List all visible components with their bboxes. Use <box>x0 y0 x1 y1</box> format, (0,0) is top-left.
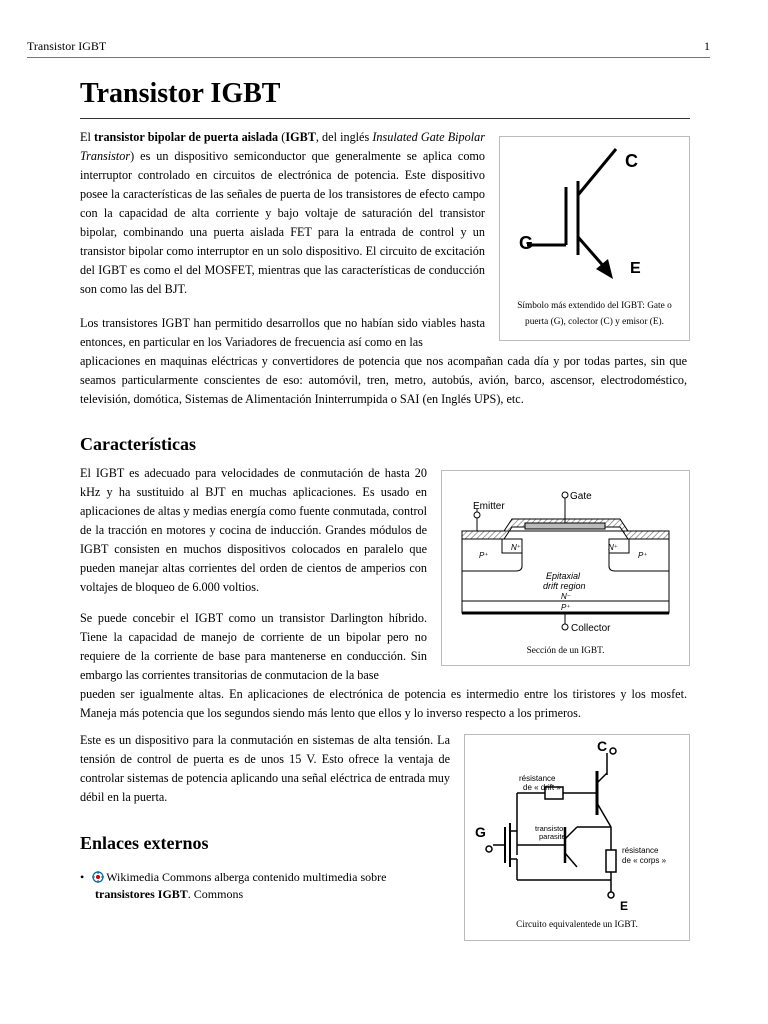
igbt-symbol-diagram <box>500 137 689 297</box>
equiv-label-c: C <box>597 738 608 754</box>
caracteristicas-paragraph-3: Este es un dispositivo para la conmutación en sistemas de alta tensión. La tensión de control de puerta es de unos 15 V. Esto ofrece la ventaja de controlar sistemas de potencia aplicando una señal eléctrica de entrada muy débil en la puerta. <box>80 733 450 804</box>
title-rule <box>80 118 690 119</box>
intro-paragraph-2a: Los transistores IGBT han permitido desarrollos que no habían sido viables hasta entonces, en particular en los Variadores de frecuencia así como en las <box>80 316 485 349</box>
running-header-title: Transistor IGBT <box>27 39 107 53</box>
equiv-label-tp1: transistor <box>535 824 566 833</box>
figure-caption: Sección de un IGBT. <box>526 646 605 656</box>
equiv-label-g: G <box>475 824 486 840</box>
section-label-epi1: Epitaxial <box>546 571 581 581</box>
caracteristicas-paragraph-2a: Se puede concebir el IGBT como un transistor Darlington híbrido. Tiene la capacidad de manejo de corriente de un bipolar pero no requiere de la corriente de base para mantenerse en conducción. Sin embargo las corrientes transitorias de conmutacion de la base <box>80 611 427 682</box>
equiv-label-rd2: de « drift » <box>523 783 561 792</box>
equiv-label-rd1: résistance <box>519 774 556 783</box>
section-label-n1: N⁺ <box>511 543 521 552</box>
section-label-collector: Collector <box>571 623 611 634</box>
wikimedia-commons-icon <box>92 871 104 883</box>
intro-text-segment: El <box>80 130 94 144</box>
page-number: 1 <box>704 39 710 53</box>
figure-igbt-section <box>441 470 690 666</box>
intro-text-segment: ) es un dispositivo semiconductor que generalmente se aplica como interruptor controlado en circuitos de electrónica de potencia. Este dispositivo posee la características de las señales de puerta de los transistores de efecto campo con la capacidad de alta corriente y bajo voltaje de saturación del transistor bipolar, combinando una puerta aislada FET para la entrada de control y un transistor bipolar como interruptor en un solo dispositivo. El circuito de excitación del IGBT es como el del MOSFET, mientras que las características de conducción son como las del BJT. <box>80 149 485 296</box>
symbol-label-c: C <box>625 151 638 171</box>
figure-caption: Circuito equivalentede un IGBT. <box>516 920 638 930</box>
intro-text-segment: Insulated Gate Bipolar Transistor <box>80 130 485 163</box>
intro-paragraph <box>80 128 485 299</box>
header-rule <box>27 57 710 58</box>
commons-link-bold[interactable]: transistores IGBT <box>95 887 188 901</box>
equiv-label-tp2: parasite <box>539 832 566 841</box>
caracteristicas-paragraph-1: El IGBT es adecuado para velocidades de conmutación de hasta 20 kHz y ha sustituido al BJT en muchas aplicaciones. Es usado en aplicaciones de altas y medias energía como fuente conmutada, control de la tracción en motores y cocina de inducción. Grandes módulos de IGBT consisten en muchos dispositivos colocados en paralelo que pueden manejar altas corrientes del orden de cientos de amperios con voltajes de bloqueo de 6.000 voltios. <box>80 466 427 594</box>
commons-link-tail[interactable]: . Commons <box>187 887 244 901</box>
equiv-label-e: E <box>620 899 629 911</box>
igbt-section-diagram <box>442 471 689 636</box>
section-label-gate: Gate <box>570 491 592 502</box>
section-label-emitter: Emitter <box>473 501 505 512</box>
section-label-p1: P⁺ <box>479 551 489 560</box>
symbol-label-g: G <box>519 233 534 253</box>
intro-text-segment: IGBT <box>285 130 316 144</box>
equiv-label-rc1: résistance <box>622 846 659 855</box>
intro-text-segment: ( <box>278 130 286 144</box>
figure-igbt-symbol <box>499 136 690 341</box>
figure-caption: Símbolo más extendido del IGBT: Gate o puerta (G), colector (C) y emisor (E). <box>517 301 672 327</box>
external-link-list-item <box>80 870 386 902</box>
section-label-pplus: P⁺ <box>561 603 571 612</box>
symbol-label-e: E <box>630 260 641 277</box>
equiv-label-rc2: de « corps » <box>622 856 667 865</box>
intro-paragraph-2b: aplicaciones en maquinas eléctricas y convertidores de potencia que nos acompañan cada día y por todas partes, sin que seamos particularmente conscientes de eso: automóvil, tren, metro, autobús, avión, barco, ascensor, electrodoméstico, televisión, domótica, Sistemas de Alimentación Ininterrumpida o SAI (en Inglés UPS), etc. <box>80 354 687 406</box>
caracteristicas-paragraph-2b: pueden ser igualmente altas. En aplicaciones de electrónica de potencia es intermedio entre los tiristores y los mosfet. Maneja más potencia que los segundos siendo más lento que ellos y lo inverso respecto a los primeros. <box>80 687 687 720</box>
bullet-marker: • <box>80 870 85 884</box>
section-label-p2: P⁺ <box>638 551 648 560</box>
section-label-nminus: N⁻ <box>561 592 571 601</box>
intro-text-segment: transistor bipolar de puerta aislada <box>93 130 279 144</box>
page-title: Transistor IGBT <box>80 78 281 109</box>
section-label-n2: N⁺ <box>608 543 618 552</box>
commons-link-text[interactable]: Wikimedia Commons alberga contenido multimedia sobre <box>106 870 387 884</box>
figure-igbt-equivalent <box>464 734 690 941</box>
heading-caracteristicas: Características <box>80 434 196 454</box>
intro-text-segment: , del inglés <box>315 130 373 144</box>
section-label-epi2: drift region <box>543 581 586 591</box>
heading-enlaces-externos: Enlaces externos <box>80 833 209 853</box>
igbt-equivalent-diagram <box>465 735 689 911</box>
